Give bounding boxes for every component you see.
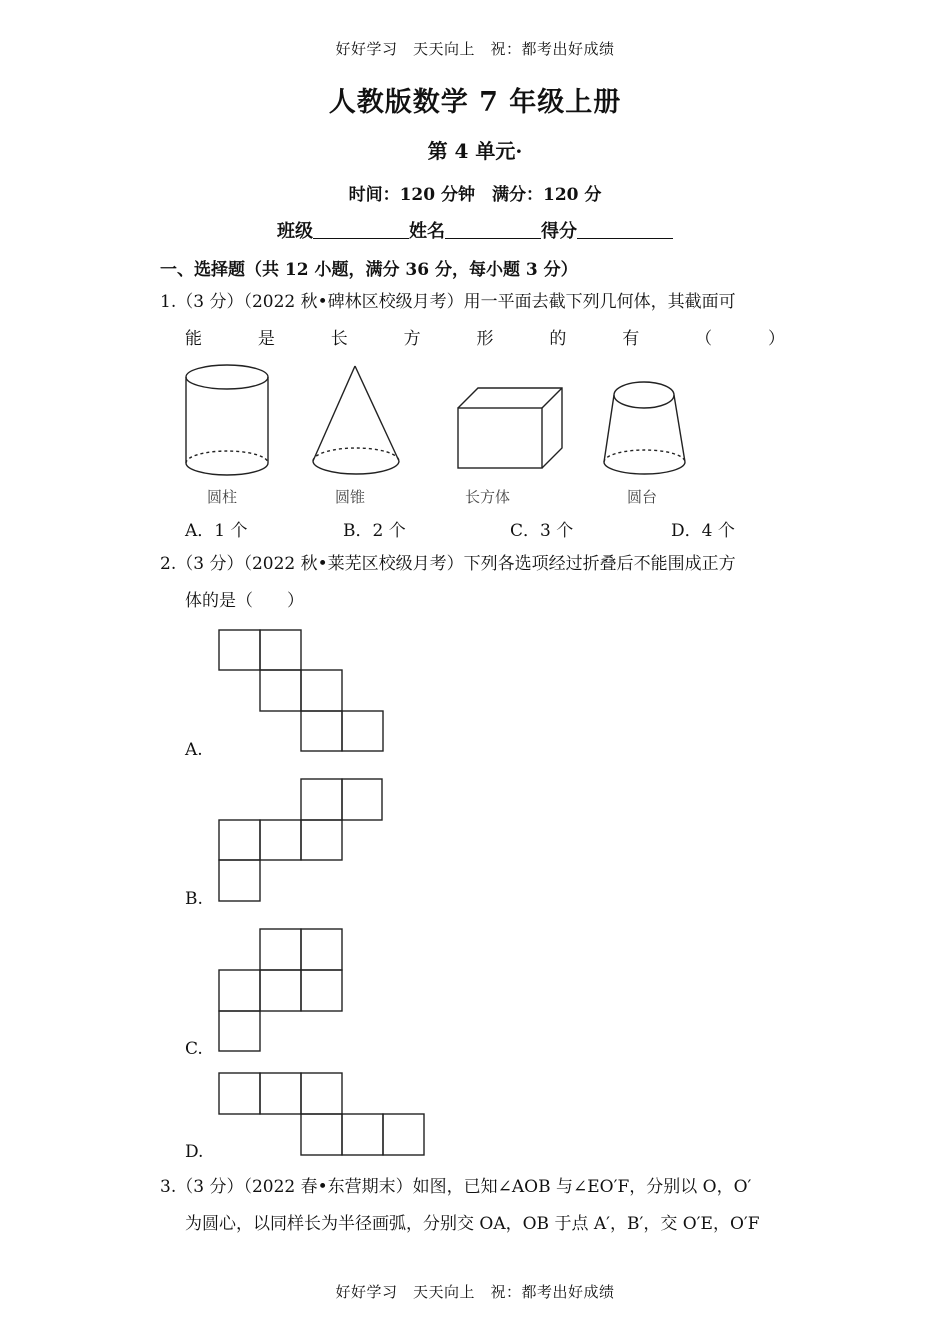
page-header: 好好学习 天天向上 祝：都考出好成绩 [335, 40, 615, 58]
q1-line1: 1.（3 分）（2022 秋•碑林区校级月考）用一平面去截下列几何体，其截面可 [160, 292, 736, 312]
q2-option-a[interactable]: A. [185, 740, 203, 760]
caption-frustum: 圆台 [627, 488, 658, 506]
net-d [219, 1073, 424, 1155]
page-title: 人教版数学 7 年级上册 [328, 87, 622, 118]
q2-option-c[interactable]: C. [185, 1039, 203, 1059]
q2-option-d[interactable]: D. [185, 1142, 204, 1162]
caption-cone: 圆锥 [335, 488, 366, 506]
q1-char: 形 [476, 329, 494, 349]
q2-line2: 体的是（ ） [185, 591, 304, 611]
q1-option-b[interactable]: B．2 个 [343, 521, 406, 541]
q1-char: 长 [330, 329, 348, 349]
net-c [219, 929, 342, 1051]
q2-option-b[interactable]: B. [185, 889, 203, 909]
q1-char: 的 [549, 329, 567, 349]
net-b [219, 779, 382, 901]
class-label: 班级 [277, 221, 313, 242]
q1-option-d[interactable]: D．4 个 [671, 521, 735, 541]
unit-title: 第 4 单元· [427, 139, 523, 163]
caption-cylinder: 圆柱 [207, 488, 238, 506]
name-label: 姓名 [409, 221, 445, 242]
time-info: 时间：120 分钟 满分：120 分 [348, 185, 602, 205]
q1-option-a[interactable]: A．1 个 [185, 521, 248, 541]
page-footer: 好好学习 天天向上 祝：都考出好成绩 [335, 1283, 615, 1301]
q1-char: （ [695, 329, 713, 349]
caption-cuboid: 长方体 [465, 488, 511, 506]
q2-line1: 2.（3 分）（2022 秋•莱芜区校级月考）下列各选项经过折叠后不能围成正方 [160, 554, 736, 574]
q1-char: 有 [622, 329, 640, 349]
q1-char: ） [768, 329, 785, 349]
score-label: 得分 [541, 221, 577, 242]
q1-char: 方 [403, 329, 421, 349]
q1-option-c[interactable]: C．3 个 [510, 521, 574, 541]
q1-char: 是 [257, 329, 275, 349]
section-heading: 一、选择题（共 12 小题，满分 36 分，每小题 3 分） [160, 260, 578, 280]
q3-line2: 为圆心，以同样长为半径画弧，分别交 OA，OB 于点 A′，B′，交 O′E，O′F [185, 1214, 760, 1234]
q3-line1: 3.（3 分）（2022 春•东营期末）如图，已知∠AOB 与∠EO′F，分别以 O，O′ [160, 1177, 752, 1197]
q1-char: 能 [185, 329, 202, 349]
net-a [219, 630, 383, 751]
